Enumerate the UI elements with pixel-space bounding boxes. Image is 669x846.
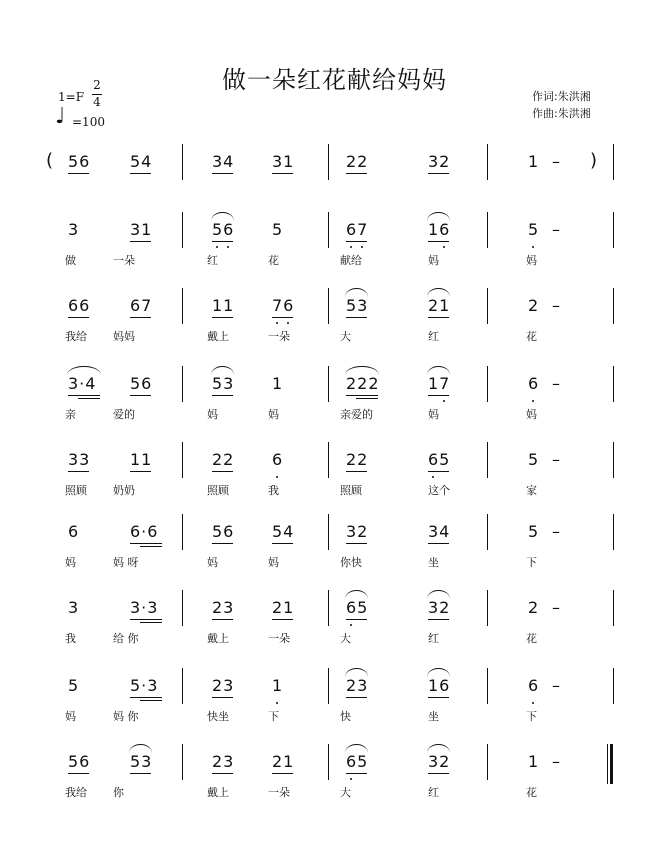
sixteenth-underline [78, 398, 100, 399]
notation-system [0, 672, 669, 732]
eighth-underline [68, 471, 89, 472]
eighth-underline [68, 317, 89, 318]
notation-system [0, 594, 669, 654]
note-beat: – [552, 676, 561, 695]
eighth-underline [130, 471, 151, 472]
lyric-text: 妈 [526, 254, 537, 267]
note-beat: 3·4 [68, 374, 97, 393]
low-octave-dot [287, 322, 289, 324]
eighth-underline [428, 241, 449, 242]
note-beat: 3·3 [130, 598, 159, 617]
notation-system [0, 216, 669, 276]
barline [328, 668, 329, 704]
note-beat: – [552, 450, 561, 469]
note-beat: 32 [428, 752, 451, 771]
note-beat: 5 [68, 676, 80, 695]
lyric-text: 照顾 [340, 484, 362, 497]
note-beat: 11 [130, 450, 153, 469]
barline [182, 212, 183, 248]
eighth-underline [346, 619, 367, 620]
barline [487, 744, 488, 780]
lyric-text: 坐 [428, 710, 439, 723]
note-beat: 34 [212, 152, 235, 171]
lyric-text: 大 [340, 786, 351, 799]
lyric-text: 你快 [340, 556, 362, 569]
lyric-text: 下 [526, 710, 537, 723]
eighth-underline [428, 395, 449, 396]
note-beat: 22 [346, 152, 369, 171]
notation-system [0, 292, 669, 352]
eighth-underline [130, 395, 151, 396]
note-beat: 53 [212, 374, 235, 393]
note-beat: 33 [68, 450, 91, 469]
low-octave-dot [350, 246, 352, 248]
barline [487, 590, 488, 626]
barline [487, 668, 488, 704]
lyric-text: 妈 [268, 408, 279, 421]
composer-credit: 作曲:朱洪湘 [532, 107, 591, 120]
lyric-text: 亲爱的 [340, 408, 373, 421]
quarter-note-icon: ♩ [55, 104, 66, 129]
lyric-text: 我给 [65, 786, 87, 799]
lyric-text: 一朵 [268, 786, 290, 799]
barline [328, 744, 329, 780]
barline [613, 288, 614, 324]
lyric-text: 一朵 [268, 632, 290, 645]
repeat-paren-open: ( [46, 150, 54, 171]
eighth-underline [68, 773, 89, 774]
eighth-underline [346, 317, 367, 318]
barline [182, 288, 183, 324]
barline [487, 366, 488, 402]
note-beat: 21 [272, 752, 295, 771]
lyric-text: 大 [340, 330, 351, 343]
eighth-underline [428, 317, 449, 318]
note-beat: 23 [212, 598, 235, 617]
barline [182, 442, 183, 478]
note-beat: 53 [346, 296, 369, 315]
eighth-underline [428, 697, 449, 698]
note-beat: 11 [212, 296, 235, 315]
lyric-text: 妈 [428, 408, 439, 421]
eighth-underline [428, 471, 449, 472]
note-beat: 5 [272, 220, 284, 239]
note-beat: – [552, 752, 561, 771]
note-beat: 23 [212, 752, 235, 771]
lyric-text: 下 [526, 556, 537, 569]
low-octave-dot [216, 246, 218, 248]
note-beat: 65 [428, 450, 451, 469]
note-beat: – [552, 598, 561, 617]
note-beat: 32 [428, 152, 451, 171]
low-octave-dot [350, 624, 352, 626]
lyric-text: 我 [65, 632, 76, 645]
barline [487, 442, 488, 478]
note-beat: 1 [272, 676, 284, 695]
sixteenth-underline [140, 700, 162, 701]
slur-mark [427, 590, 450, 599]
barline [487, 288, 488, 324]
note-beat: 65 [346, 598, 369, 617]
low-octave-dot [276, 322, 278, 324]
note-beat: 67 [346, 220, 369, 239]
lyric-text: 戴上 [207, 786, 229, 799]
eighth-underline [212, 543, 233, 544]
eighth-underline [212, 697, 233, 698]
eighth-underline [346, 697, 367, 698]
barline [328, 590, 329, 626]
note-beat: 23 [346, 676, 369, 695]
notation-system [0, 148, 669, 208]
lyric-text: 快坐 [207, 710, 229, 723]
barline [613, 144, 614, 180]
note-beat: 31 [272, 152, 295, 171]
note-beat: 66 [68, 296, 91, 315]
eighth-underline [68, 395, 100, 396]
note-beat: 34 [428, 522, 451, 541]
lyric-text: 一朵 [268, 330, 290, 343]
note-beat: 22 [346, 450, 369, 469]
note-beat: 5 [528, 522, 540, 541]
lyric-text: 花 [268, 254, 279, 267]
eighth-underline [212, 317, 233, 318]
lyric-text: 妈 呀 [113, 556, 139, 569]
note-beat: 16 [428, 676, 451, 695]
lyric-text: 这个 [428, 484, 450, 497]
slur-mark [427, 744, 450, 753]
lyric-text: 给 你 [113, 632, 139, 645]
lyric-text: 花 [526, 786, 537, 799]
lyric-text: 妈 [65, 556, 76, 569]
repeat-paren-close: ) [590, 150, 598, 171]
note-beat: 53 [130, 752, 153, 771]
low-octave-dot [227, 246, 229, 248]
barline [487, 212, 488, 248]
slur-mark [345, 590, 368, 599]
lyric-text: 爱的 [113, 408, 135, 421]
note-beat: 32 [428, 598, 451, 617]
note-beat: 56 [212, 522, 235, 541]
lyric-text: 红 [428, 786, 439, 799]
lyric-text: 妈 [428, 254, 439, 267]
slur-mark [427, 668, 450, 677]
barline [328, 514, 329, 550]
barline [182, 144, 183, 180]
slur-mark [345, 744, 368, 753]
note-beat: 5·3 [130, 676, 159, 695]
barline [328, 288, 329, 324]
note-beat: 2 [528, 598, 540, 617]
notation-system [0, 748, 669, 808]
lyric-text: 你 [113, 786, 124, 799]
eighth-underline [428, 773, 449, 774]
note-beat: 1 [528, 152, 540, 171]
lyric-text: 妈 [65, 710, 76, 723]
eighth-underline [130, 241, 151, 242]
note-beat: 16 [428, 220, 451, 239]
slur-mark [345, 366, 379, 375]
eighth-underline [130, 317, 151, 318]
slur-mark [427, 212, 450, 221]
lyric-text: 红 [207, 254, 218, 267]
song-title: 做一朵红花献给妈妈 [222, 66, 447, 94]
time-signature-bottom: 4 [93, 95, 101, 109]
note-beat: 65 [346, 752, 369, 771]
barline [182, 744, 183, 780]
note-beat: 32 [346, 522, 369, 541]
eighth-underline [346, 173, 367, 174]
eighth-underline [346, 241, 367, 242]
barline [613, 366, 614, 402]
note-beat: – [552, 296, 561, 315]
low-octave-dot [532, 702, 534, 704]
eighth-underline [68, 173, 89, 174]
lyric-text: 戴上 [207, 632, 229, 645]
note-beat: – [552, 522, 561, 541]
low-octave-dot [350, 778, 352, 780]
lyric-text: 亲 [65, 408, 76, 421]
eighth-underline [272, 543, 293, 544]
note-beat: 54 [130, 152, 153, 171]
slur-mark [67, 366, 101, 375]
barline [613, 668, 614, 704]
barline [182, 366, 183, 402]
eighth-underline [428, 173, 449, 174]
note-beat: 67 [130, 296, 153, 315]
eighth-underline [130, 697, 162, 698]
time-signature-top: 2 [93, 78, 101, 92]
lyric-text: 一朵 [113, 254, 135, 267]
lyric-text: 戴上 [207, 330, 229, 343]
notation-system [0, 518, 669, 578]
barline [613, 442, 614, 478]
lyric-text: 妈 你 [113, 710, 139, 723]
barline [613, 514, 614, 550]
lyric-text: 坐 [428, 556, 439, 569]
barline [328, 144, 329, 180]
low-octave-dot [432, 476, 434, 478]
barline [328, 366, 329, 402]
eighth-underline [346, 395, 378, 396]
slur-mark [345, 668, 368, 677]
note-beat: 22 [212, 450, 235, 469]
key-signature: 1=F [58, 90, 85, 104]
lyric-text: 大 [340, 632, 351, 645]
slur-mark [211, 212, 234, 221]
barline [487, 514, 488, 550]
final-barline-thin [607, 744, 608, 784]
slur-mark [345, 288, 368, 297]
note-beat: 3 [68, 598, 80, 617]
lyric-text: 下 [268, 710, 279, 723]
lyric-text: 我 [268, 484, 279, 497]
lyric-text: 照顾 [207, 484, 229, 497]
eighth-underline [272, 773, 293, 774]
note-beat: 1 [272, 374, 284, 393]
low-octave-dot [276, 476, 278, 478]
notation-system [0, 370, 669, 430]
lyric-text: 奶奶 [113, 484, 135, 497]
low-octave-dot [361, 246, 363, 248]
lyric-text: 妈 [207, 408, 218, 421]
lyric-text: 家 [526, 484, 537, 497]
final-barline-thick [610, 744, 613, 784]
lyric-text: 花 [526, 330, 537, 343]
eighth-underline [130, 543, 162, 544]
lyric-text: 红 [428, 330, 439, 343]
eighth-underline [130, 619, 162, 620]
note-beat: 6 [272, 450, 284, 469]
barline [182, 514, 183, 550]
lyric-text: 照顾 [65, 484, 87, 497]
note-beat: 76 [272, 296, 295, 315]
eighth-underline [346, 471, 367, 472]
eighth-underline [346, 543, 367, 544]
barline [328, 212, 329, 248]
slur-mark [427, 366, 450, 375]
barline [328, 442, 329, 478]
tempo-marking: =100 [72, 115, 105, 129]
eighth-underline [130, 173, 151, 174]
low-octave-dot [532, 246, 534, 248]
eighth-underline [130, 773, 151, 774]
note-beat: 17 [428, 374, 451, 393]
note-beat: 21 [428, 296, 451, 315]
note-beat: 6·6 [130, 522, 159, 541]
lyric-text: 红 [428, 632, 439, 645]
eighth-underline [272, 173, 293, 174]
slur-mark [129, 744, 152, 753]
note-beat: – [552, 152, 561, 171]
note-beat: 6 [528, 374, 540, 393]
eighth-underline [428, 619, 449, 620]
note-beat: 21 [272, 598, 295, 617]
note-beat: 3 [68, 220, 80, 239]
lyric-text: 妈 [268, 556, 279, 569]
note-beat: – [552, 374, 561, 393]
note-beat: 6 [68, 522, 80, 541]
lyric-text: 我给 [65, 330, 87, 343]
eighth-underline [272, 317, 293, 318]
lyricist-credit: 作词:朱洪湘 [532, 90, 591, 103]
note-beat: 56 [212, 220, 235, 239]
eighth-underline [212, 619, 233, 620]
eighth-underline [212, 241, 233, 242]
note-beat: – [552, 220, 561, 239]
eighth-underline [212, 173, 233, 174]
note-beat: 222 [346, 374, 380, 393]
barline [182, 590, 183, 626]
slur-mark [427, 288, 450, 297]
note-beat: 56 [130, 374, 153, 393]
low-octave-dot [443, 246, 445, 248]
lyric-text: 快 [340, 710, 351, 723]
low-octave-dot [532, 400, 534, 402]
note-beat: 6 [528, 676, 540, 695]
slur-mark [211, 366, 234, 375]
note-beat: 54 [272, 522, 295, 541]
note-beat: 5 [528, 220, 540, 239]
note-beat: 1 [528, 752, 540, 771]
lyric-text: 献给 [340, 254, 362, 267]
lyric-text: 妈 [207, 556, 218, 569]
sixteenth-underline [140, 546, 162, 547]
barline [487, 144, 488, 180]
lyric-text: 妈 [526, 408, 537, 421]
lyric-text: 做 [65, 254, 76, 267]
note-beat: 2 [528, 296, 540, 315]
eighth-underline [346, 773, 367, 774]
eighth-underline [212, 471, 233, 472]
notation-system [0, 446, 669, 506]
low-octave-dot [276, 702, 278, 704]
sixteenth-underline [140, 622, 162, 623]
eighth-underline [428, 543, 449, 544]
lyric-text: 花 [526, 632, 537, 645]
barline [613, 212, 614, 248]
barline [613, 590, 614, 626]
note-beat: 23 [212, 676, 235, 695]
note-beat: 5 [528, 450, 540, 469]
note-beat: 56 [68, 152, 91, 171]
eighth-underline [212, 395, 233, 396]
sixteenth-underline [356, 398, 378, 399]
note-beat: 56 [68, 752, 91, 771]
lyric-text: 妈妈 [113, 330, 135, 343]
eighth-underline [272, 619, 293, 620]
barline [182, 668, 183, 704]
note-beat: 31 [130, 220, 153, 239]
low-octave-dot [443, 400, 445, 402]
eighth-underline [212, 773, 233, 774]
